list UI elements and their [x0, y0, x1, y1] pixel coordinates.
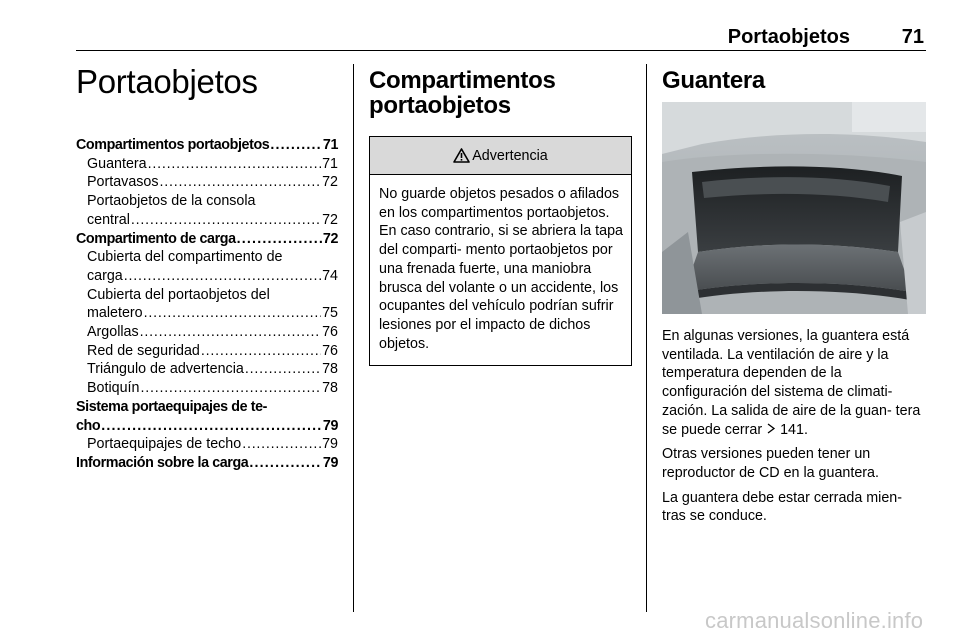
toc-entry-page: 76	[322, 324, 338, 341]
toc-entry-title: Portaequipajes de techo	[87, 436, 242, 453]
toc-entry-title: Argollas	[87, 324, 139, 341]
column-divider-1	[353, 64, 354, 612]
section-title-line2: portaobjetos	[369, 92, 511, 119]
table-of-contents	[76, 136, 338, 473]
toc-entry-cubierta-portaobjetos-line1[interactable]: Cubierta del portaobjetos del	[87, 286, 270, 303]
toc-entry-cubierta-compartimento[interactable]	[76, 267, 338, 286]
toc-entry-title: Guantera	[87, 155, 147, 172]
toc-entry-consola-line1[interactable]: Portaobjetos de la consola	[87, 193, 256, 210]
warning-triangle-icon	[453, 148, 470, 163]
toc-entry-page: 71	[322, 155, 338, 172]
toc-entry-cubierta-portaobjetos[interactable]	[76, 304, 338, 323]
guantera-column	[662, 68, 926, 532]
toc-entry-portaequipajes[interactable]	[76, 417, 338, 436]
header-title: Portaobjetos	[727, 26, 850, 48]
watermark: carmanualsonline.info	[705, 608, 924, 633]
toc-entry-botiquin[interactable]	[76, 379, 338, 398]
guantera-paragraph-3: La guantera debe estar cerrada mien- tras se conduce.	[662, 489, 903, 525]
toc-entry-title: Triángulo de advertencia	[87, 361, 244, 378]
guantera-paragraph-2: Otras versiones pueden tener un reproductor de CD en la guantera.	[662, 446, 879, 481]
toc-entry-red[interactable]	[76, 342, 338, 361]
toc-entry-title: Portavasos	[87, 174, 159, 191]
toc-entry-consola[interactable]	[76, 211, 338, 230]
warning-header	[370, 137, 631, 175]
toc-entry-page: 78	[322, 361, 338, 378]
toc-entry-page: 72	[322, 174, 338, 191]
toc-column	[76, 62, 338, 473]
warning-box	[369, 136, 632, 366]
toc-entry-title: Compartimentos portaobjetos	[76, 137, 270, 153]
page-reference-arrow-icon	[766, 422, 780, 438]
toc-entry-guantera[interactable]	[76, 155, 338, 174]
toc-entry-portaequipajes-techo[interactable]	[76, 435, 338, 454]
warning-text: No guarde objetos pesados o afilados en los compartimentos portaobjetos. En caso contrario, si se abriera la tapa del comparti- mento portaobjetos por una frenada fuerte, una maniobra brusca del volante o un accidente, los ocupantes del vehículo podrían sufrir lesiones por el impacto de dichos objetos.	[379, 186, 623, 352]
section-title-compartimentos	[369, 68, 632, 118]
toc-entry-title: Botiquín	[87, 380, 140, 397]
toc-entry-page: 79	[322, 436, 338, 453]
toc-entry-title: Red de seguridad	[87, 342, 200, 359]
toc-entry-title: Compartimento de carga	[76, 230, 236, 247]
toc-entry-page: 72	[322, 230, 338, 247]
glovebox-photo	[662, 102, 926, 314]
toc-entry-page: 78	[322, 380, 338, 397]
toc-entry-page: 72	[322, 211, 338, 228]
section-title-guantera: Guantera	[662, 67, 765, 94]
toc-entry-page: 79	[322, 454, 338, 471]
toc-entry-title: cho	[76, 417, 101, 434]
column-divider-2	[646, 64, 647, 612]
toc-entry-page: 76	[322, 342, 338, 359]
toc-entry-title: Información sobre la carga	[76, 454, 249, 471]
paragraph-text: En algunas versiones, la guantera está ventilada. La ventilación de aire y la temperatura dependen de la configuración del sistema de climati- zación. La salida de aire de la guan- tera se puede cerrar	[662, 328, 921, 438]
toc-entry-title: maletero	[87, 305, 143, 322]
header-page-number: 71	[901, 26, 924, 48]
toc-entry-portavasos[interactable]	[76, 173, 338, 192]
guantera-paragraph-1	[662, 327, 926, 439]
section-title-line1: Compartimentos	[369, 67, 556, 94]
toc-entry-compartimento-carga[interactable]	[76, 230, 338, 249]
toc-entry-argollas[interactable]	[76, 323, 338, 342]
toc-entry-compartimentos[interactable]	[76, 136, 338, 155]
toc-entry-page: 75	[322, 305, 338, 322]
toc-entry-page: 74	[322, 267, 338, 284]
toc-entry-portaequipajes-line1[interactable]: Sistema portaequipajes de te-	[76, 398, 267, 415]
toc-entry-title: carga	[87, 267, 123, 284]
warning-heading: Advertencia	[472, 147, 548, 164]
toc-entry-page: 79	[322, 417, 338, 434]
compartimentos-column	[369, 68, 632, 366]
toc-entry-title: central	[87, 211, 130, 228]
page-reference-link[interactable]: 141.	[780, 421, 808, 438]
chapter-title: Portaobjetos	[76, 63, 258, 100]
header-rule	[76, 50, 926, 51]
toc-entry-cubierta-compartimento-line1[interactable]: Cubierta del compartimento de	[87, 249, 283, 266]
toc-entry-triangulo[interactable]	[76, 360, 338, 379]
toc-entry-informacion-carga[interactable]	[76, 454, 338, 473]
toc-entry-page: 71	[322, 137, 338, 153]
